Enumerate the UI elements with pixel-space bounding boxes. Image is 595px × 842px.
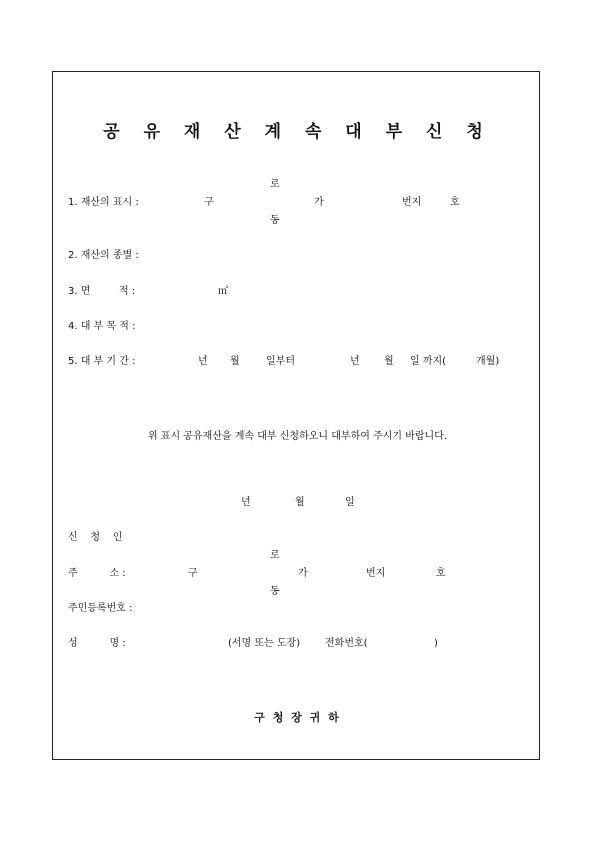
- property-beonji-suffix: 번지: [402, 197, 422, 208]
- applicant-dong-suffix: 동: [270, 586, 280, 597]
- area-unit: ㎡: [218, 286, 228, 297]
- date-month: 월: [295, 497, 305, 508]
- period-end-year: 년: [350, 356, 360, 367]
- lease-period-label: 5. 대 부 기 간 :: [68, 356, 136, 367]
- addressee: 구 청 장 귀 하: [254, 711, 341, 724]
- applicant-label: 신 청 인: [68, 532, 123, 543]
- applicant-beonji-suffix: 번지: [366, 568, 386, 579]
- applicant-ho-suffix: 호: [436, 568, 446, 579]
- property-location-label: 1. 재산의 표시 :: [68, 197, 139, 208]
- property-ho-suffix: 호: [450, 197, 460, 208]
- area-label: 3. 면 적 :: [68, 286, 136, 297]
- property-ga-suffix: 가: [314, 197, 324, 208]
- date-day: 일: [345, 497, 355, 508]
- applicant-ga-suffix: 가: [298, 568, 308, 579]
- applicant-road-suffix: 로: [270, 550, 280, 561]
- applicant-name-label: 성 명 :: [68, 638, 126, 649]
- period-start-year: 년: [198, 356, 208, 367]
- period-end-day: 일 까지(: [410, 356, 447, 367]
- form-border: [52, 71, 540, 760]
- resident-number-label: 주민등록번호 :: [68, 603, 133, 614]
- property-road-suffix: 로: [270, 179, 280, 190]
- phone-close: ): [434, 638, 438, 649]
- request-statement: 위 표시 공유재산을 계속 대부 신청하오니 대부하여 주시기 바랍니다.: [147, 431, 448, 442]
- period-start-month: 월: [230, 356, 240, 367]
- form-title: 공 유 재 산 계 속 대 부 신 청: [103, 122, 492, 142]
- period-months: 개월): [476, 356, 500, 367]
- property-type-label: 2. 재산의 종별 :: [68, 250, 139, 261]
- property-gu-suffix: 구: [204, 197, 214, 208]
- phone-label: 전화번호(: [325, 638, 368, 649]
- date-year: 년: [241, 497, 251, 508]
- signature-seal-note: (서명 또는 도장): [228, 638, 301, 649]
- lease-purpose-label: 4. 대 부 목 적 :: [68, 321, 136, 332]
- period-start-day: 일부터: [266, 356, 295, 367]
- applicant-address-label: 주 소 :: [68, 568, 126, 579]
- period-end-month: 월: [384, 356, 394, 367]
- property-dong-suffix: 동: [270, 215, 280, 226]
- applicant-gu-suffix: 구: [188, 568, 198, 579]
